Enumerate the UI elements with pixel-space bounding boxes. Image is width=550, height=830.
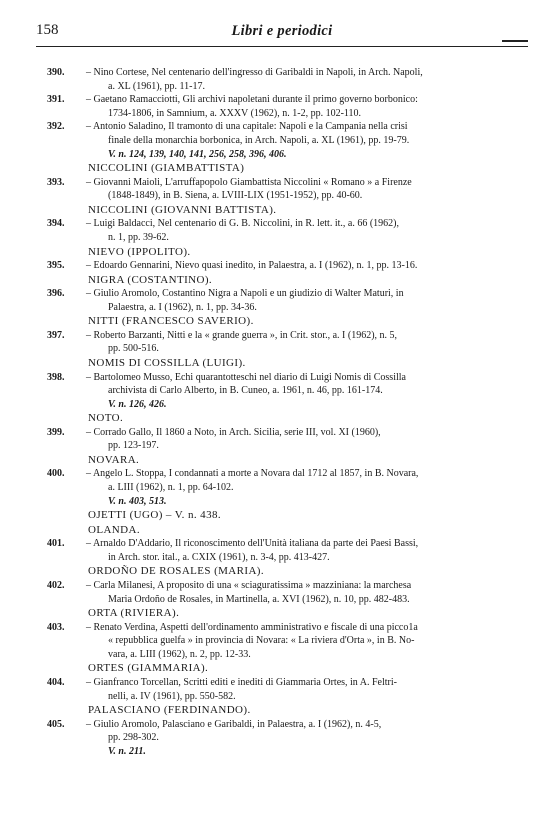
bibliography-entry <box>0 287 550 314</box>
entry-first-line: 401. – Arnaldo D'Addario, Il riconoscimento dell'Unità italiana da parte dei Paesi Bassi, <box>47 538 419 550</box>
entry-continuation: Palaestra, a. I (1962), n. 1, pp. 34-36. <box>108 301 257 313</box>
entry-continuation: Maria Ordoño de Rosales, in Martinella, a. XVI (1962), n. 10, pp. 482-483. <box>108 593 410 605</box>
header-rule <box>36 46 528 47</box>
entry-continuation: « repubblica guelfa » in provincia di Novara: « La riviera d'Orta », in B. No- <box>108 635 415 647</box>
entry-continuation: pp. 500-516. <box>108 343 159 355</box>
entry-number: 396. <box>47 288 65 300</box>
entry-first-line: 397. – Roberto Barzanti, Nitti e la « grande guerra », in Crit. stor., a. I (1962), n. 5, <box>47 329 398 341</box>
entry-number: 399. <box>47 426 65 438</box>
entry-first-line: 396. – Giulio Aromolo, Costantino Nigra a Napoli e un giudizio di Walter Maturi, in <box>47 288 404 300</box>
subject-heading: NOVARA. <box>88 453 140 466</box>
entry-first-line: 400. – Angelo L. Stoppa, I condannati a morte a Novara dal 1712 al 1857, in B. Novara, <box>47 468 419 480</box>
subject-heading: NOMIS DI COSSILLA (LUIGI). <box>88 357 246 369</box>
entry-number: 402. <box>47 579 65 591</box>
running-title: Libri e periodici <box>231 23 333 39</box>
bibliography-entry <box>0 537 550 564</box>
bibliography-entry <box>0 621 550 662</box>
subject-heading: NIEVO (IPPOLITO). <box>88 245 191 258</box>
bibliography-list <box>0 66 550 758</box>
entry-number: 401. <box>47 538 65 550</box>
bibliography-entry <box>0 676 550 703</box>
entry-number: 395. <box>47 260 65 272</box>
entry-continuation: vara, a. LIII (1962), n. 2, pp. 12-33. <box>108 648 251 660</box>
entry-continuation: n. 1, pp. 39-62. <box>108 231 169 243</box>
bibliography-entry <box>0 93 550 120</box>
bibliography-entry <box>0 579 550 606</box>
subject-heading: ORTA (RIVIERA). <box>88 607 180 620</box>
subject-heading: OJETTI (UGO) – V. n. 438. <box>88 509 222 522</box>
entry-continuation: archivista di Carlo Alberto, in B. Cuneo, a. 1961, n. 46, pp. 161-174. <box>108 385 383 397</box>
bibliography-entry <box>0 426 550 453</box>
entry-continuation: pp. 298-302. <box>108 732 159 744</box>
subject-heading: NICCOLINI (GIAMBATTISTA) <box>88 162 245 175</box>
entry-number: 404. <box>47 676 65 688</box>
subject-heading: NOTO. <box>88 412 124 425</box>
bibliography-entry <box>0 467 550 508</box>
page-header <box>36 22 528 44</box>
entry-first-line: 392. – Antonio Saladino, Il tramonto di una capitale: Napoli e la Campania nella crisi <box>47 121 408 133</box>
bibliography-entry <box>0 120 550 161</box>
entry-first-line: 391. – Gaetano Ramacciotti, Gli archivi napoletani durante il primo governo borbonico: <box>47 94 418 106</box>
subject-heading: ORDOÑO DE ROSALES (MARIA). <box>88 565 265 578</box>
entry-continuation: 1734-1806, in Samnium, a. XXXV (1962), n. 1-2, pp. 102-110. <box>108 107 362 119</box>
subject-heading: NIGRA (COSTANTINO). <box>88 273 213 286</box>
bibliography-entry <box>0 259 550 273</box>
entry-first-line: 390. – Nino Cortese, Nel centenario dell'ingresso di Garibaldi in Napoli, in Arch. Napoli, <box>47 67 423 78</box>
entry-number: 394. <box>47 218 65 230</box>
see-also: V. n. 211. <box>108 745 146 757</box>
bibliography-entry <box>0 176 550 203</box>
entry-first-line: 393. – Giovanni Maioli, L'arruffapopolo Giambattista Niccolini « Romano » a Firenze <box>47 176 412 188</box>
entry-first-line: 398. – Bartolomeo Musso, Echi quarantotteschi nel diario di Luigi Nomis di Cossilla <box>47 371 406 383</box>
see-also: V. n. 124, 139, 140, 141, 256, 258, 396, 406. <box>108 148 287 160</box>
subject-heading: NICCOLINI (GIOVANNI BATTISTA). <box>88 203 277 216</box>
entry-continuation: a. XL (1961), pp. 11-17. <box>108 80 206 92</box>
bibliography-entry <box>0 329 550 356</box>
entry-continuation: (1848-1849), in B. Siena, a. LVIII-LIX (1951-1952), pp. 40-60. <box>108 190 363 202</box>
entry-continuation: finale della monarchia borbonica, in Arch. Napoli, a. XL (1961), pp. 19-79. <box>108 134 410 146</box>
subject-heading: ORTES (GIAMMARIA). <box>88 662 209 675</box>
entry-number: 398. <box>47 371 65 383</box>
entry-continuation: in Arch. stor. ital., a. CXIX (1961), n. 3-4, pp. 413-427. <box>108 551 330 563</box>
header-mark <box>502 40 528 42</box>
entry-number: 391. <box>47 94 65 106</box>
subject-heading: PALASCIANO (FERDINANDO). <box>88 704 251 717</box>
entry-first-line: 399. – Corrado Gallo, Il 1860 a Noto, in Arch. Sicilia, serie III, vol. XI (1960), <box>47 426 381 438</box>
entry-number: 405. <box>47 718 65 730</box>
entry-first-line: 404. – Gianfranco Torcellan, Scritti editi e inediti di Giammaria Ortes, in A. Feltri- <box>47 676 397 688</box>
entry-number: 392. <box>47 121 65 133</box>
entry-first-line: 402. – Carla Milanesi, A proposito di una « sciaguratissima » mazziniana: la marchesa <box>47 579 412 591</box>
entry-first-line: 394. – Luigi Baldacci, Nel centenario di G. B. Niccolini, in R. lett. it., a. 66 (1962), <box>47 218 399 230</box>
entry-number: 393. <box>47 176 65 188</box>
bibliography-entry <box>0 66 550 93</box>
subject-heading: OLANDA. <box>88 523 140 536</box>
entry-first-line: 395. – Edoardo Gennarini, Nievo quasi inedito, in Palaestra, a. I (1962), n. 1, pp. 13-16. <box>47 260 418 272</box>
entry-continuation: nelli, a. IV (1961), pp. 550-582. <box>108 690 236 702</box>
entry-first-line: 403. – Renato Verdina, Aspetti dell'ordinamento amministrativo e fiscale di una picco1a <box>47 621 418 633</box>
see-also: V. n. 403, 513. <box>108 495 167 507</box>
entry-continuation: a. LIII (1962), n. 1, pp. 64-102. <box>108 482 234 494</box>
bibliography-entry <box>0 718 550 759</box>
see-also: V. n. 126, 426. <box>108 398 167 410</box>
subject-heading: NITTI (FRANCESCO SAVERIO). <box>88 315 254 328</box>
entry-number: 403. <box>47 621 65 633</box>
page-number: 158 <box>36 22 59 38</box>
entry-number: 390. <box>47 67 65 78</box>
entry-number: 397. <box>47 329 65 341</box>
bibliography-entry <box>0 371 550 412</box>
bibliography-entry <box>0 217 550 244</box>
entry-continuation: pp. 123-197. <box>108 440 159 452</box>
entry-first-line: 405. – Giulio Aromolo, Palasciano e Garibaldi, in Palaestra, a. I (1962), n. 4-5, <box>47 718 382 730</box>
entry-number: 400. <box>47 468 65 480</box>
